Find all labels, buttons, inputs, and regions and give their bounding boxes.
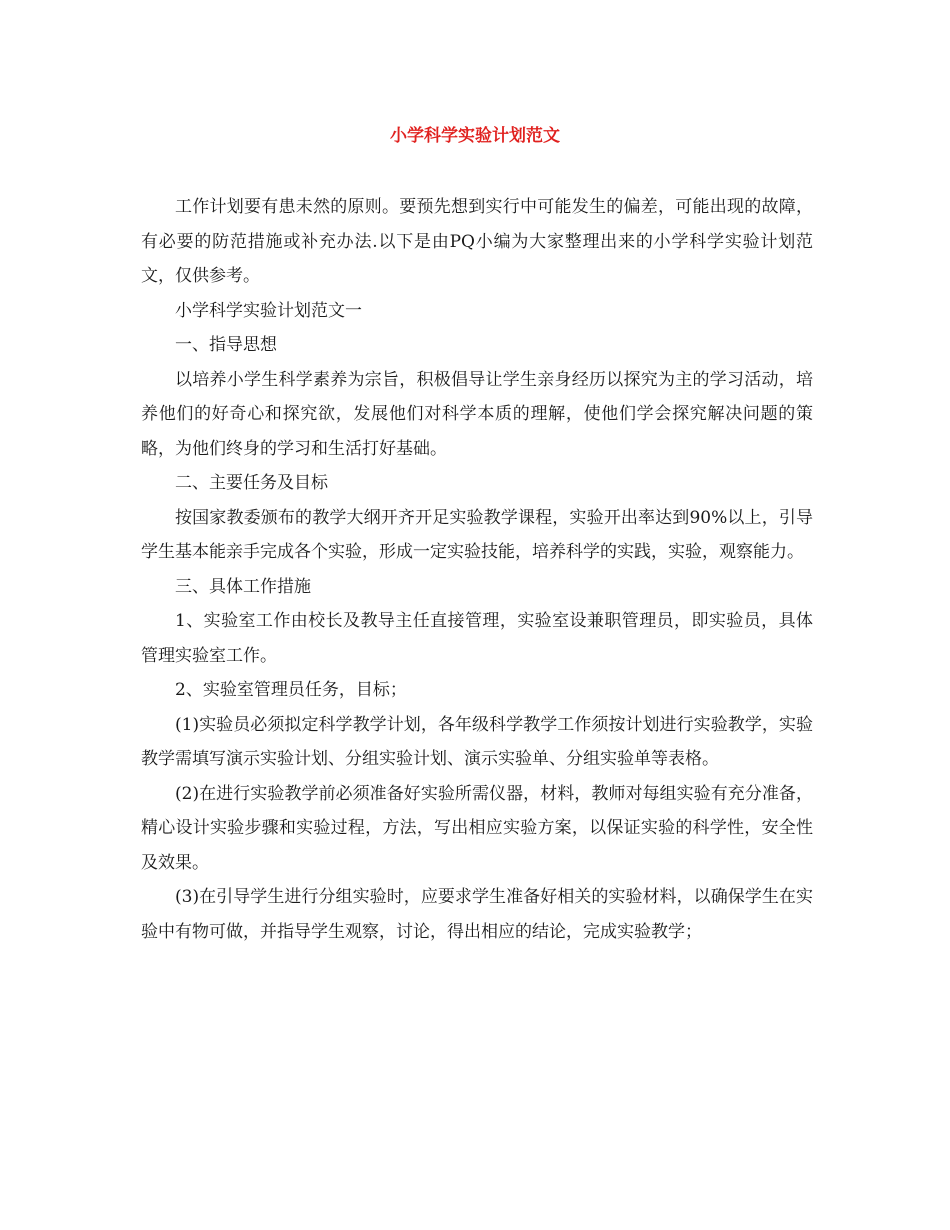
paragraph-item-1: (1)实验员必须拟定科学教学计划，各年级科学教学工作须按计划进行实验教学，实验教学需填写演示实验计划、分组实验计划、演示实验单、分组实验单等表格。 [141, 714, 813, 769]
paragraph-tasks: 按国家教委颁布的教学大纲开齐开足实验教学课程，实验开出率达到90%以上，引导学生基本能亲手完成各个实验，形成一定实验技能，培养科学的实践，实验，观察能力。 [141, 507, 813, 562]
paragraph-guiding-ideas: 以培养小学生科学素养为宗旨，积极倡导让学生亲身经历以探究为主的学习活动，培养他们的好奇心和探究欲，发展他们对科学本质的理解，使他们学会探究解决问题的策略，为他们终身的学习和生活打好基础。 [141, 369, 813, 459]
paragraph-intro: 工作计划要有患未然的原则。要预先想到实行中可能发生的偏差，可能出现的故障，有必要的防范措施或补充办法.以下是由PQ小编为大家整理出来的小学科学实验计划范文，仅供参考。 [141, 197, 813, 286]
paragraph-heading-measures: 三、具体工作措施 [175, 576, 311, 597]
document-title: 小学科学实验计划范文 [390, 126, 560, 146]
paragraph-measure-2: 2、实验室管理员任务，目标； [175, 680, 407, 700]
paragraph-heading-guiding-ideas: 一、指导思想 [175, 335, 277, 355]
paragraph-heading-tasks: 二、主要任务及目标 [175, 473, 328, 493]
paragraph-item-3: (3)在引导学生进行分组实验时，应要求学生准备好相关的实验材料，以确保学生在实验中有物可做，并指导学生观察，讨论，得出相应的结论，完成实验教学； [141, 887, 813, 942]
paragraph-item-2: (2)在进行实验教学前必须准备好实验所需仪器，材料，教师对每组实验有充分准备，精心设计实验步骤和实验过程，方法，写出相应实验方案，以保证实验的科学性，安全性及效果。 [141, 783, 813, 873]
paragraph-section-heading: 小学科学实验计划范文一 [175, 300, 362, 321]
document-body [141, 190, 813, 949]
paragraph-measure-1: 1、实验室工作由校长及教导主任直接管理，实验室设兼职管理员，即实验员，具体管理实验室工作。 [141, 611, 813, 666]
